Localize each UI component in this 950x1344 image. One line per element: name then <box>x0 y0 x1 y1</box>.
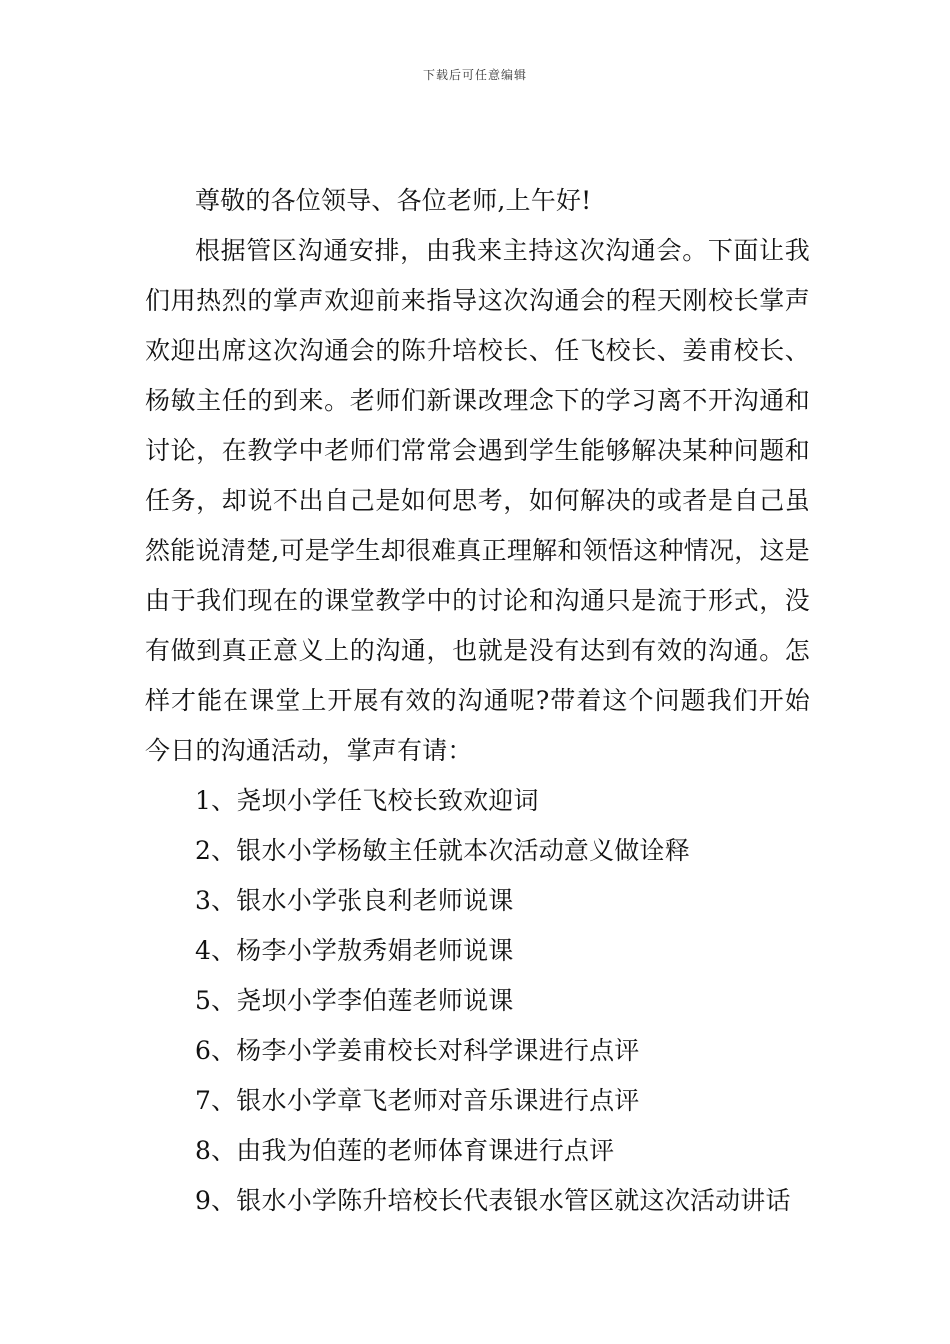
agenda-item: 5、尧坝小学李伯莲老师说课 <box>195 986 514 1015</box>
agenda-item: 2、银水小学杨敏主任就本次活动意义做诠释 <box>195 836 690 865</box>
document-body <box>145 176 810 1226</box>
agenda-item: 6、杨李小学姜甫校长对科学课进行点评 <box>195 1036 640 1065</box>
agenda-item: 1、尧坝小学任飞校长致欢迎词 <box>195 786 539 815</box>
body-paragraph: 根据管区沟通安排，由我来主持这次沟通会。下面让我们用热烈的掌声欢迎前来指导这次沟通会的程天刚校长掌声欢迎出席这次沟通会的陈升培校长、任飞校长、姜甫校长、杨敏主任的到来。老师们新课改理念下的学习离不开沟通和讨论，在教学中老师们常常会遇到学生能够解决某种问题和任务，却说不出自己是如何思考，如何解决的或者是自己虽然能说清楚,可是学生却很难真正理解和领悟这种情况，这是由于我们现在的课堂教学中的讨论和沟通只是流于形式，没有做到真正意义上的沟通，也就是没有达到有效的沟通。怎样才能在课堂上开展有效的沟通呢?带着这个问题我们开始今日的沟通活动，掌声有请： <box>145 236 810 765</box>
agenda-item: 3、银水小学张良利老师说课 <box>195 886 514 915</box>
agenda-list <box>145 776 810 1226</box>
agenda-item: 4、杨李小学敖秀娟老师说课 <box>195 936 514 965</box>
greeting: 尊敬的各位领导、各位老师,上午好! <box>195 186 592 215</box>
header-note: 下载后可任意编辑 <box>422 68 527 82</box>
agenda-item: 7、银水小学章飞老师对音乐课进行点评 <box>195 1086 640 1115</box>
agenda-item: 8、由我为伯莲的老师体育课进行点评 <box>195 1136 615 1165</box>
agenda-item: 9、银水小学陈升培校长代表银水管区就这次活动讲话 <box>195 1186 791 1215</box>
